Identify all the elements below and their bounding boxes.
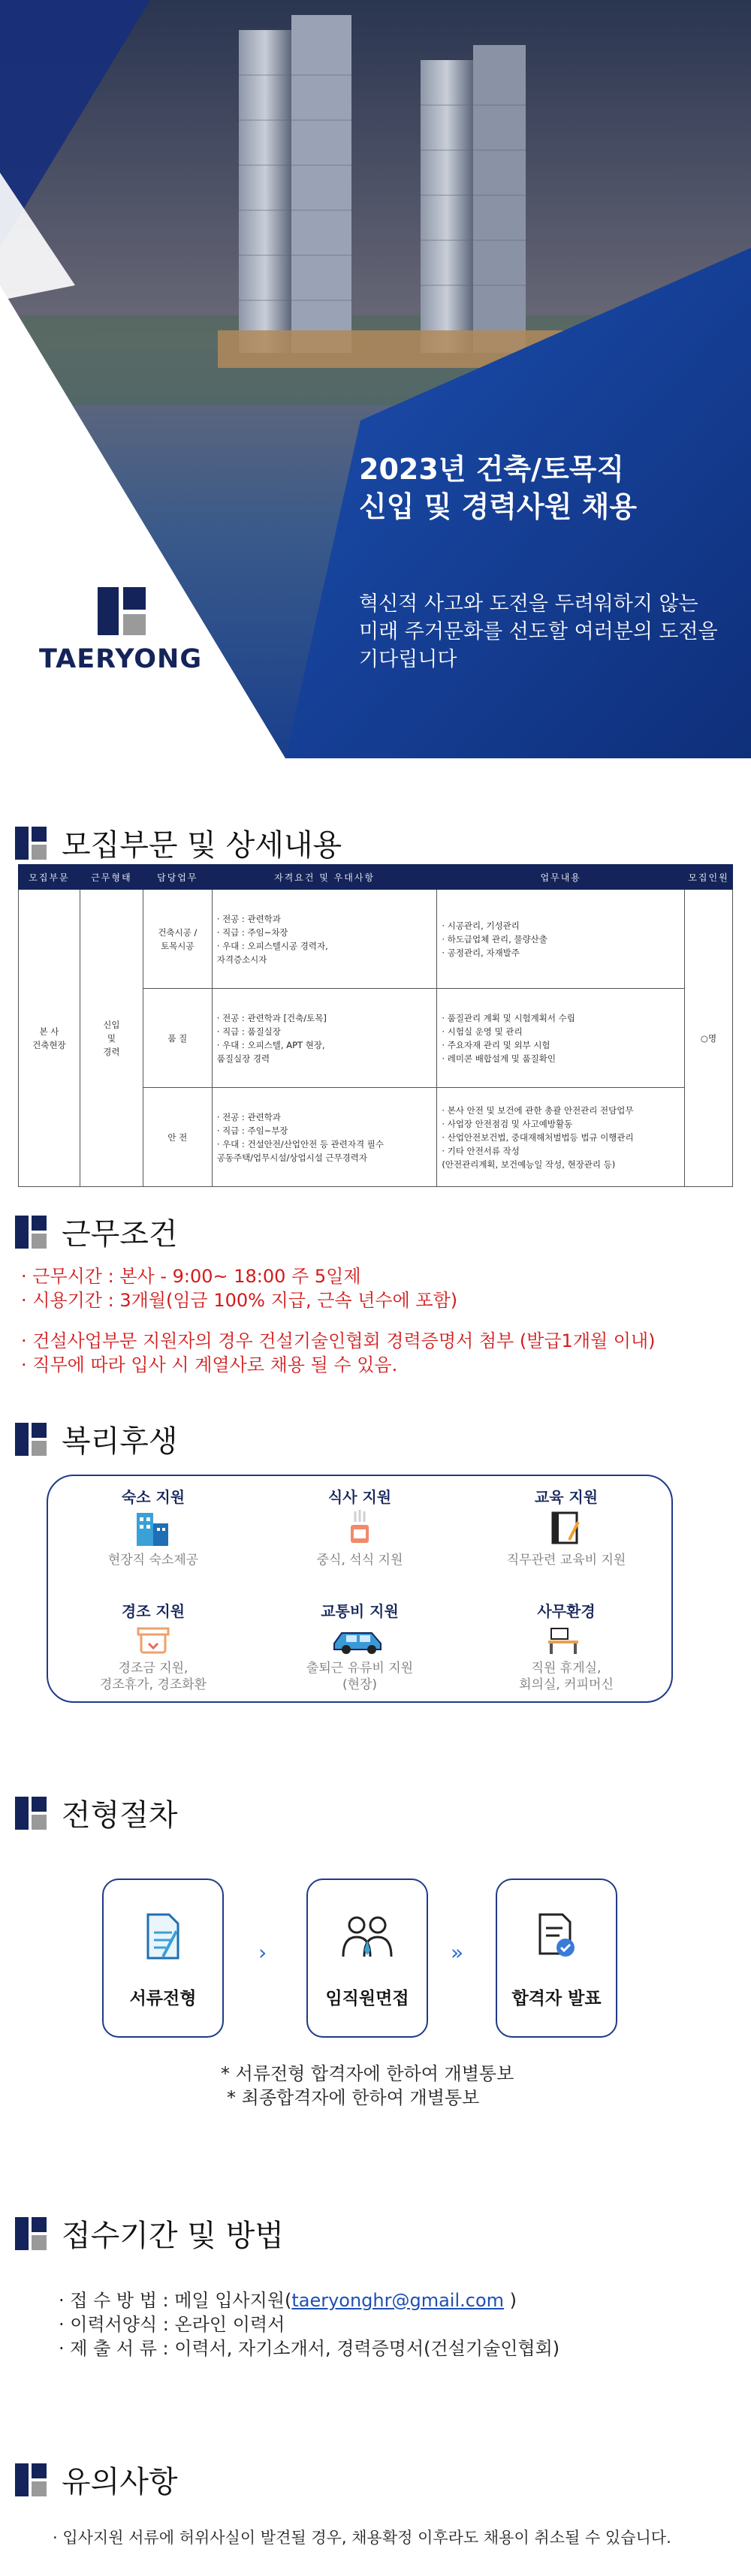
cell-requirements [212,890,437,989]
section-bullet-icon [15,2217,47,2250]
caution-text: · 입사지원 서류에 허위사실이 발견될 경우, 채용확정 이후라도 채용이 취소될 수 있습니다. [53,2529,671,2547]
welfare-box [47,1475,673,1703]
cell-requirements [212,989,437,1088]
cell-count: ○명 [685,890,733,1187]
recruit-section-header [15,821,342,864]
welfare-item [461,1485,671,1568]
list-item: · 하도급업체 관리, 물량산출 [442,932,680,946]
chevron-right-icon: › [258,1940,267,1965]
cell-work [437,890,685,989]
col-header-dept: 모집부문 [19,865,80,890]
process-note-2: * 최종합격자에 한하여 개별통보 [227,2087,480,2108]
cell-type: 신입 및 경력 [80,890,143,1187]
hero-title-line2: 신입 및 경력사원 채용 [359,490,638,523]
welfare-title: 경조 지원 [121,1602,185,1620]
logo-mark-icon [98,587,146,635]
certificate-icon [532,1910,581,1963]
list-item: · 직급 : 주임~차장 [217,926,433,939]
col-header-role: 담당업무 [143,865,212,890]
welfare-item [461,1599,671,1693]
hero-subtitle [359,590,718,673]
apply-method-label: · 접 수 방 법 : 메일 입사지원( [59,2290,292,2311]
hero-sub-line1: 혁신적 사고와 도전을 두려워하지 않는 [359,592,698,616]
condition-hours: · 근무시간 : 본사 - 9:00~ 18:00 주 5일제 [21,1266,361,1287]
caution-section-header [15,2458,178,2501]
process-step-result [496,1879,617,2038]
company-logo [39,587,212,674]
recruit-table [18,864,733,1187]
car-icon [330,1621,390,1657]
welfare-title: 숙소 지원 [121,1488,185,1506]
cell-work [437,989,685,1088]
section-bullet-icon [15,1216,47,1249]
list-item: · 품질관리 계획 및 시험계획서 수립 [442,1011,680,1025]
welfare-desc: 경조금 지원, 경조휴가, 경조화환 [99,1661,207,1692]
list-item: · 우대 : 오피스텔, APT 현장, 품질실장 경력 [217,1038,433,1065]
condition-certificate: · 건설사업부문 지원자의 경우 건설기술인협회 경력증명서 첨부 (발급1개월 이내) [21,1330,656,1351]
process-heading: 전형절차 [62,1798,178,1833]
process-step-document [102,1879,224,2038]
list-item: · 기타 안전서류 작성 (안전관리계획, 보건예능일 작성, 현장관리 등) [442,1144,680,1171]
hero-sub-line3: 기다립니다 [359,648,457,671]
cell-role: 품 질 [143,989,212,1088]
cell-work [437,1088,685,1187]
list-item: · 전공 : 관련학과 [217,912,433,926]
step-label: 임직원면접 [325,1989,409,2008]
section-bullet-icon [15,827,47,860]
recruit-heading: 모집부문 및 상세내용 [62,828,342,863]
process-step-interview [306,1879,428,2038]
list-item: · 사업장 안전점검 및 사고예방활동 [442,1117,680,1131]
list-item: · 본사 안전 및 보건에 관한 총괄 안전관리 전담업무 [442,1104,680,1117]
apply-docs: · 제 출 서 류 : 이력서, 자기소개서, 경력증명서(건설기술인협회) [59,2338,560,2359]
cell-role: 건축시공 / 토목시공 [143,890,212,989]
caution-heading: 유의사항 [62,2465,178,2499]
hero-title [359,450,637,526]
apply-section-header [15,2212,284,2255]
apply-heading: 접수기간 및 방법 [62,2219,284,2253]
meal-icon [337,1507,382,1549]
col-header-count: 모집인원 [685,865,733,890]
welfare-title: 교육 지원 [534,1488,599,1506]
list-item: · 주요자재 관리 및 외부 시험 [442,1038,680,1052]
list-item: · 전공 : 관련학과 [217,1110,433,1124]
condition-probation: · 시용기간 : 3개월(임금 100% 지급, 근속 년수에 포함) [21,1290,458,1311]
welfare-desc: 출퇴근 유류비 지원 (현장) [306,1661,414,1692]
process-note-1: * 서류전형 합격자에 한하여 개별통보 [221,2063,514,2084]
table-header-row [19,865,733,890]
welfare-section-header [15,1418,178,1460]
list-item: · 시험실 운영 및 관리 [442,1025,680,1038]
welfare-item [255,1485,465,1568]
section-bullet-icon [15,2463,47,2496]
cell-requirements [212,1088,437,1187]
welfare-desc: 직무관련 교육비 지원 [506,1553,626,1568]
list-item: · 산업안전보건법, 중대재해처벌법등 법규 이행관리 [442,1131,680,1144]
building-icon [131,1507,176,1549]
conditions-heading: 근무조건 [62,1217,178,1252]
welfare-title: 사무환경 [537,1602,596,1620]
step-label: 서류전형 [129,1989,197,2008]
welfare-title: 교통비 지원 [321,1602,399,1620]
welfare-desc: 현장직 숙소제공 [107,1553,199,1568]
list-item: · 레미콘 배합설계 및 품질확인 [442,1052,680,1065]
step-label: 합격자 발표 [511,1989,602,2008]
list-item: · 시공관리, 기성관리 [442,919,680,932]
apply-form: · 이력서양식 : 온라인 이력서 [59,2314,285,2335]
welfare-heading: 복리후생 [62,1424,178,1459]
conditions-section-header [15,1210,178,1253]
book-icon [544,1507,589,1549]
cell-dept: 본 사 건축현장 [19,890,80,1187]
section-bullet-icon [15,1423,47,1456]
hero-sub-line2: 미래 주거문화를 선도할 여러분의 도전을 [359,620,718,643]
double-chevron-icon: » [451,1940,464,1965]
condition-affiliate: · 직무에 따라 입사 시 계열사로 채용 될 수 있음. [21,1354,398,1375]
apply-method-end: ) [504,2290,517,2311]
hero-title-line1: 2023년 건축/토목직 [359,453,625,486]
col-header-type: 근무형태 [80,865,143,890]
hero-banner [0,0,751,758]
list-item: · 우대 : 오피스텔시공 경력자, 자격증소시자 [217,939,433,966]
section-bullet-icon [15,1797,47,1830]
welfare-desc: 직원 휴게실, 회의실, 커피머신 [519,1661,614,1692]
col-header-work: 업무내용 [437,865,685,890]
cell-role: 안 전 [143,1088,212,1187]
welfare-title: 식사 지원 [327,1488,392,1506]
apply-method [59,2288,517,2312]
process-section-header [15,1791,178,1834]
welfare-desc: 중식, 석식 지원 [316,1553,403,1568]
apply-email-link[interactable]: taeryonghr@gmail.com [291,2290,505,2311]
gift-icon [131,1621,176,1657]
table-row [19,890,733,989]
people-icon [337,1910,397,1963]
document-icon [139,1910,187,1963]
list-item: · 공정관리, 자재발주 [442,946,680,960]
col-header-requirements: 자격요건 및 우대사항 [212,865,437,890]
list-item: · 우대 : 건설안전/산업안전 등 관련자격 필수 공동주택/업무시설/상업시설 근무경력자 [217,1137,433,1164]
list-item: · 전공 : 관련학과 [건축/토목] [217,1011,433,1025]
office-icon [544,1621,589,1657]
welfare-item [48,1485,258,1568]
welfare-item [255,1599,465,1693]
welfare-item [48,1599,258,1693]
logo-wordmark: TAERYONG [39,644,203,674]
list-item: · 직급 : 품질실장 [217,1025,433,1038]
list-item: · 직급 : 주임~부장 [217,1124,433,1137]
